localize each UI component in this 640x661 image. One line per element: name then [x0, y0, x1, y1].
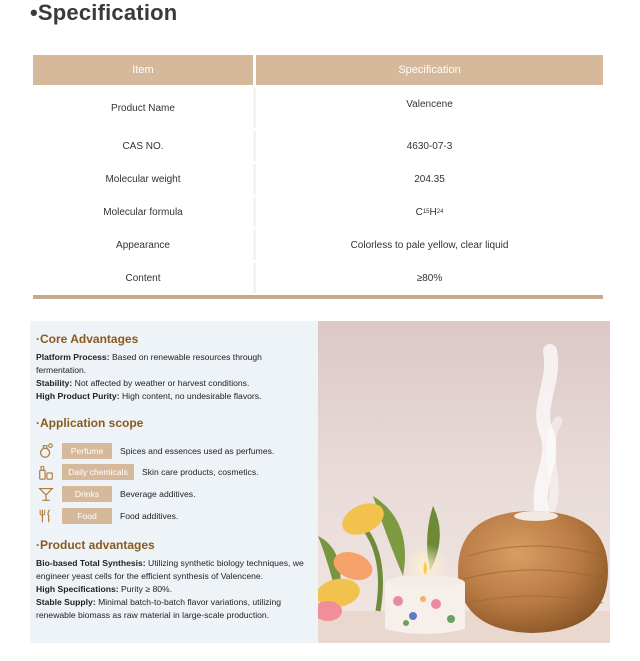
table-row [33, 131, 603, 161]
row-item: Molecular formula [33, 197, 253, 227]
core-advantages-title: ·Core Advantages [36, 332, 139, 346]
cocktail-icon [37, 485, 55, 503]
core-item-label: Platform Process: [36, 352, 110, 362]
core-item-text: Based on renewable resources through fermentation. [36, 352, 262, 375]
row-value: Colorless to pale yellow, clear liquid [256, 230, 603, 260]
perfume-icon [37, 442, 55, 460]
desc-food: Food additives. [120, 511, 179, 521]
core-item [36, 390, 298, 403]
application-item-drinks [37, 484, 195, 504]
core-item-text: Not affected by weather or harvest conditions. [72, 378, 250, 388]
badge-perfume: Perfume [62, 443, 112, 459]
product-item [36, 557, 308, 583]
product-advantages-list [36, 557, 308, 622]
desc-daily-chemicals: Skin care products, cosmetics. [142, 467, 259, 477]
table-row [33, 263, 603, 293]
product-item-label: High Specifications: [36, 584, 119, 594]
product-item [36, 596, 308, 622]
core-item-label: High Product Purity: [36, 391, 120, 401]
table-row [33, 230, 603, 260]
product-photo [318, 321, 610, 643]
formula-c-sub: 15 [422, 209, 430, 215]
page-title: •Specification [30, 0, 178, 25]
fork-knife-icon [37, 507, 55, 525]
badge-drinks: Drinks [62, 486, 112, 502]
row-value: 4630-07-3 [256, 131, 603, 161]
row-value-formula [256, 197, 603, 227]
table-bottom-bar [33, 295, 603, 299]
core-item-label: Stability: [36, 378, 73, 388]
row-item: Content [33, 263, 253, 293]
application-scope-title: ·Application scope [36, 416, 144, 430]
application-item-daily-chemicals [37, 462, 259, 482]
table-row [33, 88, 603, 128]
row-value: ≥80% [256, 263, 603, 293]
formula-h: H [429, 206, 437, 218]
row-value: Valencene [256, 88, 603, 128]
table-row [33, 197, 603, 227]
formula-c: C [415, 206, 423, 218]
header-specification: Specification [256, 55, 603, 85]
core-advantages-list [36, 351, 298, 403]
application-item-food [37, 506, 178, 526]
table-row [33, 164, 603, 194]
desc-drinks: Beverage additives. [120, 489, 196, 499]
header-item: Item [33, 55, 253, 85]
product-advantages-title: ·Product advantages [36, 538, 155, 552]
core-item [36, 377, 298, 390]
product-item-label: Stable Supply: [36, 597, 96, 607]
cosmetics-icon [37, 463, 55, 481]
core-item [36, 351, 298, 377]
badge-food: Food [62, 508, 112, 524]
row-item: Molecular weight [33, 164, 253, 194]
specification-table [33, 55, 603, 299]
product-item-text: Utilizing synthetic biology techniques, we engineer yeast cells for the efficient synthesis of Valencene. [36, 558, 304, 581]
info-panel [30, 321, 610, 643]
badge-daily-chemicals: Daily chemicals [62, 464, 134, 480]
product-item-text: Purity ≥ 80%. [118, 584, 173, 594]
table-header [33, 55, 603, 85]
product-item [36, 583, 308, 596]
row-item: Product Name [33, 88, 253, 128]
product-item-text: Minimal batch-to-batch flavor variations, utilizing renewable biomass as raw material in large-scale production. [36, 597, 282, 620]
aroma-diffuser-illustration [318, 321, 610, 643]
product-item-label: Bio-based Total Synthesis: [36, 558, 146, 568]
application-item-perfume [37, 441, 274, 461]
row-item: CAS NO. [33, 131, 253, 161]
formula-h-sub: 24 [436, 209, 444, 215]
desc-perfume: Spices and essences used as perfumes. [120, 446, 275, 456]
row-value: 204.35 [256, 164, 603, 194]
core-item-text: High content, no undesirable flavors. [119, 391, 262, 401]
row-item: Appearance [33, 230, 253, 260]
